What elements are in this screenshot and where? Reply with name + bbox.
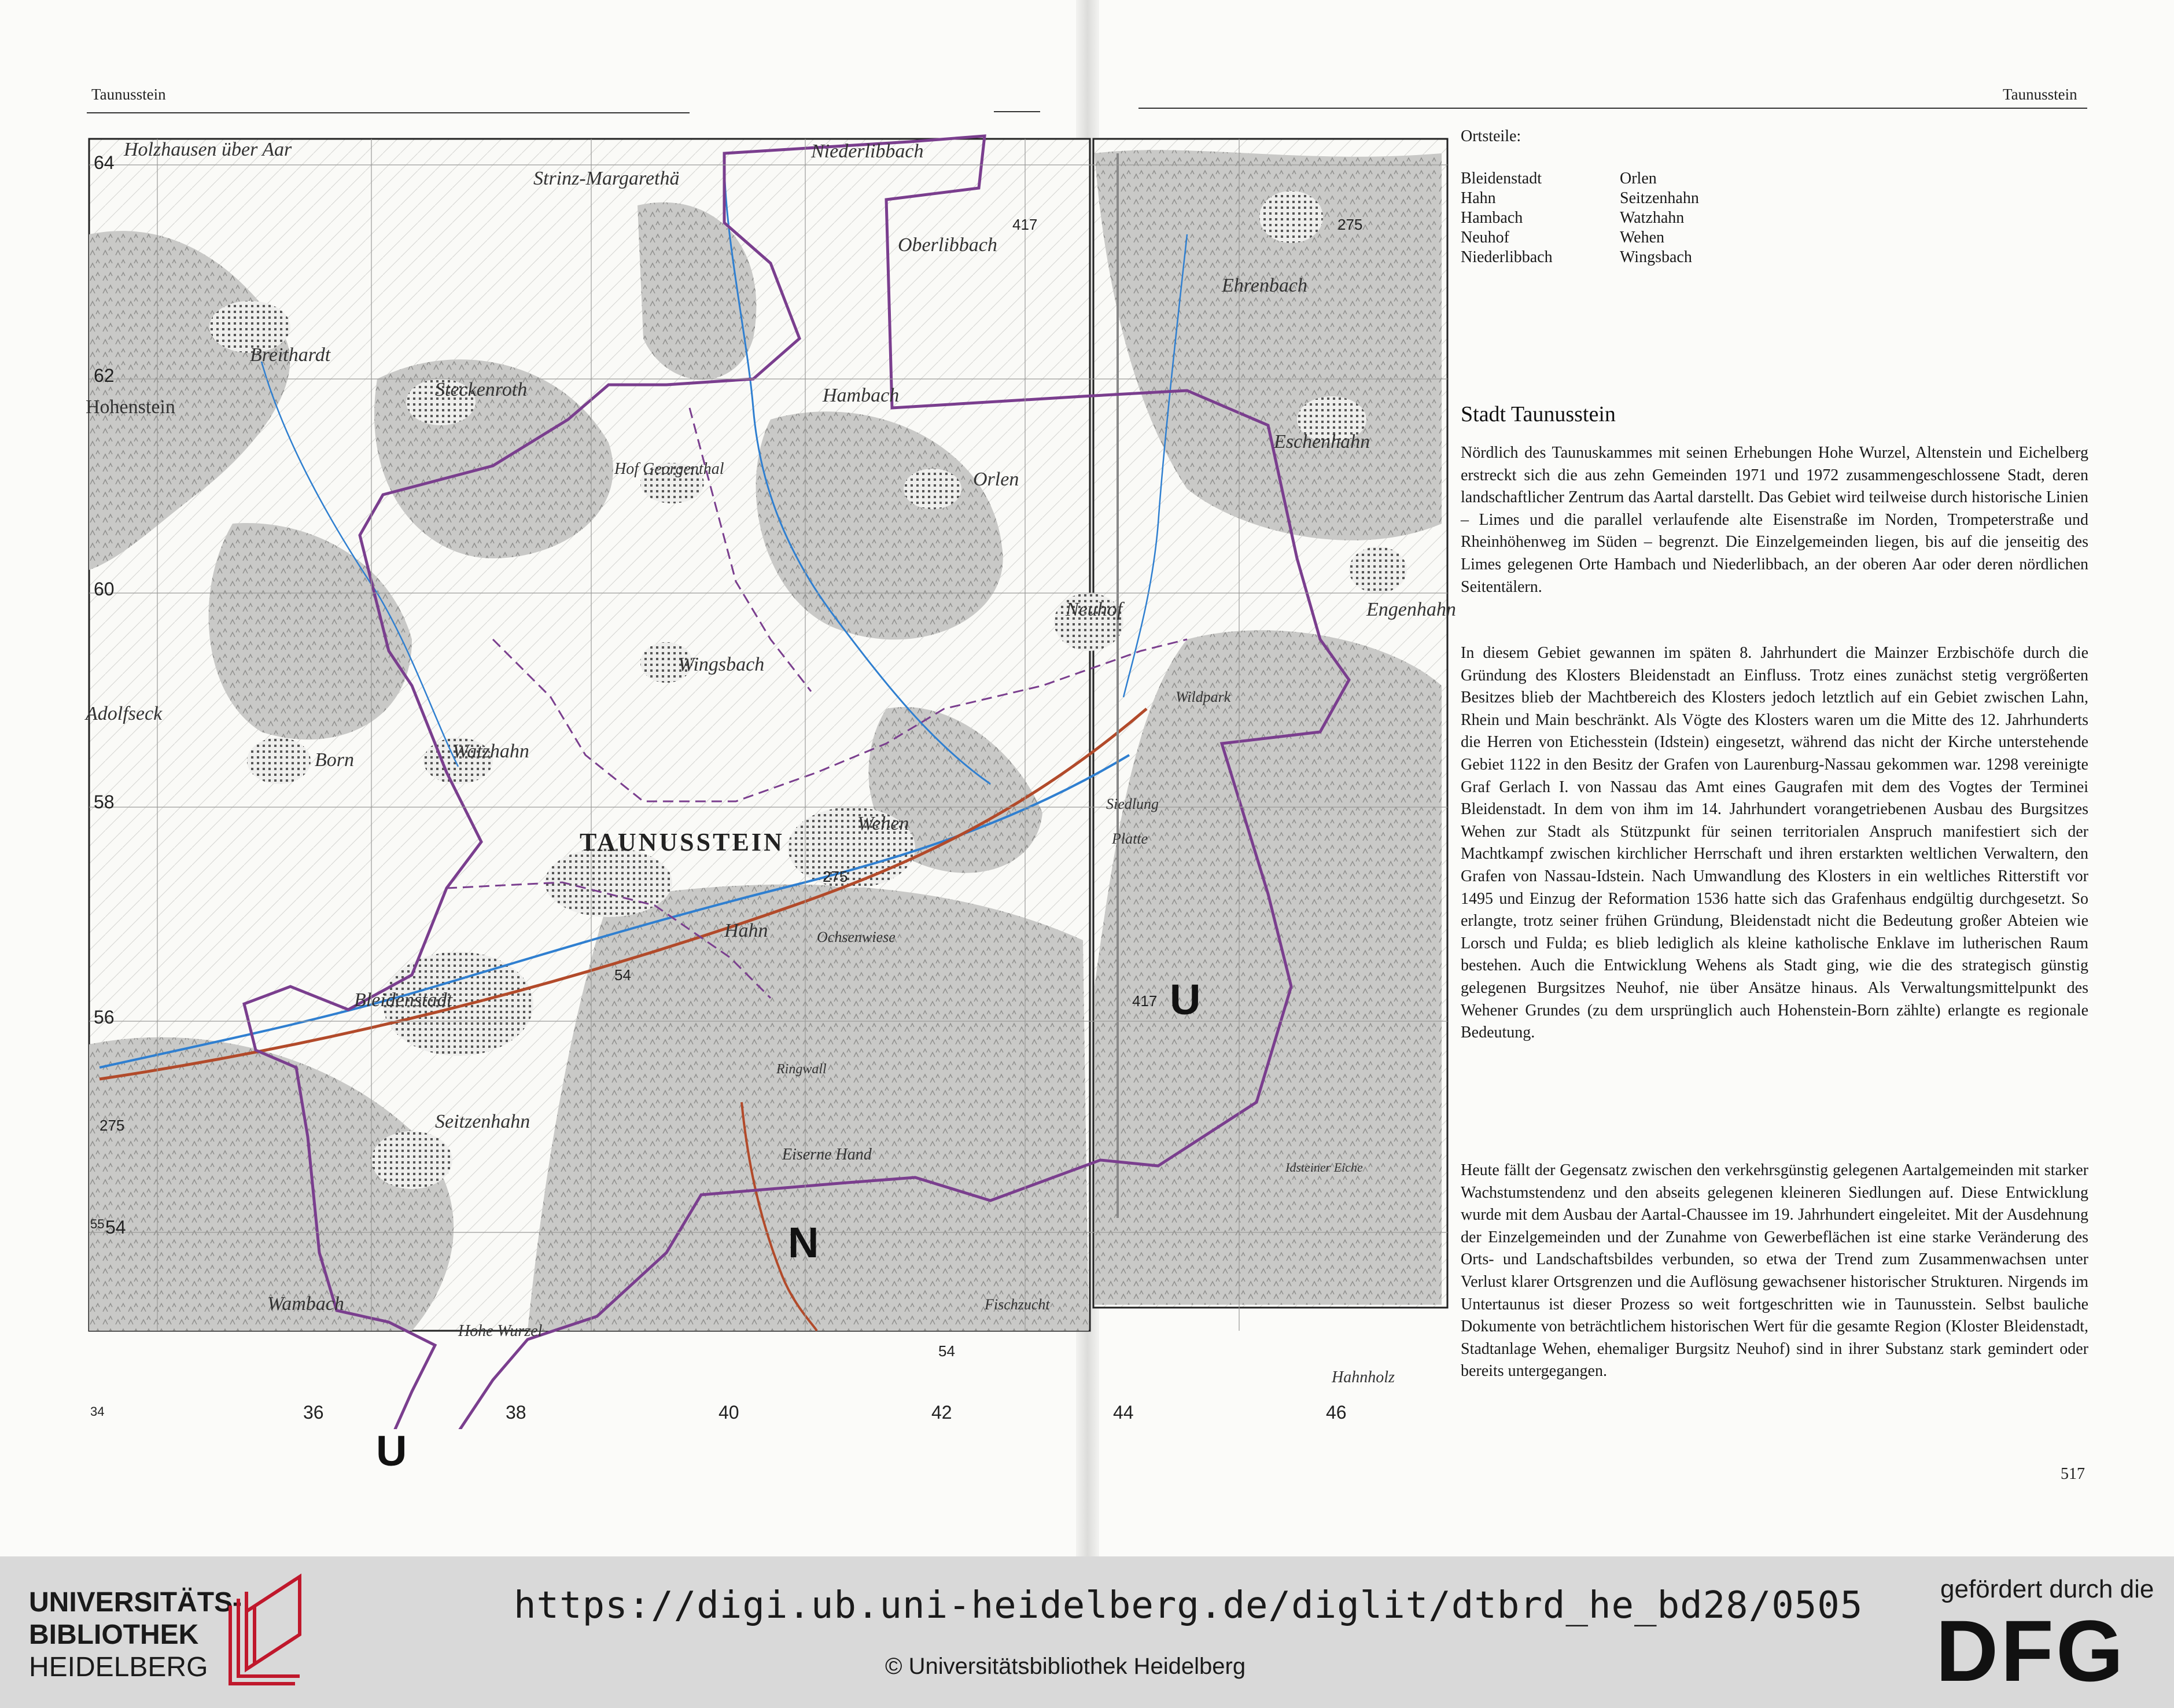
section-title: Stadt Taunusstein (1461, 402, 1616, 426)
place-label: Oberlibbach (898, 234, 997, 256)
place-label: Hohenstein (86, 396, 175, 418)
settlement (904, 469, 961, 509)
page-number: 517 (2061, 1465, 2085, 1483)
ortsteil-item: Niederlibbach (1461, 248, 1553, 266)
ortsteile-list (1461, 169, 2088, 267)
place-label: Breithardt (250, 344, 331, 366)
route-number: 275 (100, 1117, 125, 1134)
place-label: Orlen (973, 469, 1019, 490)
grid-number: 64 (94, 152, 115, 173)
place-label: Hahn (724, 920, 768, 941)
ortsteil-item: Watzhahn (1620, 209, 1685, 227)
place-label: Siedlung (1106, 796, 1159, 812)
grid-number: 36 (303, 1402, 324, 1423)
map-letter: U (1170, 976, 1201, 1024)
place-label: Wehen (857, 813, 909, 834)
ortsteil-item: Wingsbach (1620, 248, 1692, 266)
place-label: Bleidenstadt (354, 989, 452, 1011)
permalink-url[interactable]: https://digi.ub.uni-heidelberg.de/diglit/dtbrd_he_bd28/0505 (514, 1584, 1863, 1627)
ortsteile-block (1461, 127, 2088, 267)
body-paragraph: Nördlich des Taunuskammes mit seinen Erhebungen Hohe Wurzel, Altenstein und Eichelberg erstreckt sich die aus zehn Gemeinden 1971 und 1972 zusammengeschlossene Stadt, deren landschaftlicher Zentrum das Aartal darstellt. Das Gebiet wird teilweise durch historische Linien – Limes und die parallel verlaufende alte Eisenstraße im Norden, Trompeterstraße und Rheinhöhenweg im Süden – begrenzt. Die Einzelgemeinden liegen, bis auf die jenseitig des Limes gelegenen Orte Hambach und Niederlibbach, an der oberen Aar oder deren nördlichen Seitentälern. (1461, 444, 2088, 596)
place-label: Ehrenbach (1222, 275, 1307, 296)
place-label: Adolfseck (86, 703, 163, 724)
place-label: Ochsenwiese (817, 929, 896, 945)
route-number: 54 (614, 966, 631, 984)
library-name: UNIVERSITÄTS- BIBLIOTHEK HEIDELBERG (29, 1587, 242, 1683)
place-label: Hambach (823, 385, 900, 406)
ortsteil-item: Orlen (1620, 170, 1657, 187)
route-number: 417 (1012, 216, 1038, 233)
grid-number: 62 (94, 365, 115, 386)
grid-number: 60 (94, 579, 115, 599)
running-head-left: Taunusstein (91, 86, 166, 103)
place-label: Ringwall (776, 1062, 827, 1077)
place-label: Born (315, 749, 354, 771)
settlement (1259, 191, 1323, 243)
grid-number: 38 (506, 1402, 526, 1423)
grid-number: 54 (105, 1217, 126, 1238)
body-paragraph: Heute fällt der Gegensatz zwischen den verkehrsgünstig gelegenen Aartalgemeinden mit starker Wachstumstendenz und den abseits gelegenen kleineren Siedlungen auf. Diese Entwicklung wurde mit dem Ausbau der Aartal-Chaussee im 19. Jahrhundert eingeleitet. Mit der Ausdehnung der Einzelgemeinden und der Zunahme von Gewerbeflächen ist eine starke Veränderung des Orts- und Landschaftsbildes verbunden, so etwa der Trend zum Zusammenwachsen unter Verlust klarer Ortsgrenzen und die Auflösung gewachsener historischer Strukturen. Nirgends im Untertaunus ist dieser Prozess so weit fortgeschritten wie in Taunusstein. Selbst bauliche Dokumente von beträchtlichem historischen Wert für die gesamte Region (Kloster Bleidenstadt, Stadtanlage Wehen, ehemaliger Burgsitz Neuhof) sind in ihrer Substanz stark gemindert oder bereits untergegangen. (1461, 1161, 2088, 1381)
header-rule-mid (994, 111, 1040, 112)
grid-number: 58 (94, 792, 115, 812)
place-label: Eiserne Hand (782, 1146, 872, 1164)
grid-number: 42 (931, 1402, 952, 1423)
funder-text: gefördert durch die (1940, 1575, 2154, 1603)
grid-number: 34 (90, 1404, 105, 1419)
grid-number: 55 (90, 1217, 105, 1231)
ortsteil-item: Wehen (1620, 229, 1665, 246)
settlement (247, 738, 311, 784)
footer-bar (0, 1556, 2174, 1708)
settlement (1349, 547, 1407, 593)
running-head-right: Taunusstein (2003, 86, 2077, 103)
header-rule-right (1138, 108, 2087, 109)
ortsteil-item: Bleidenstadt (1461, 170, 1542, 187)
forest-area (1095, 630, 1442, 1305)
ortsteil-item: Hahn (1461, 189, 1496, 207)
ortsteil-item: Neuhof (1461, 229, 1509, 246)
place-label: Seitzenhahn (435, 1111, 530, 1132)
place-label: Holzhausen über Aar (124, 139, 292, 160)
route-number: 275 (1337, 216, 1363, 233)
library-logo-icon (226, 1571, 304, 1689)
route-number: 417 (1132, 992, 1158, 1010)
place-label: Watzhahn (452, 741, 529, 762)
place-label: Steckenroth (435, 379, 528, 400)
map-drawing (88, 119, 1450, 1429)
grid-number: 46 (1326, 1402, 1347, 1423)
place-label: Engenhahn (1366, 599, 1456, 620)
ortsteil-item: Hambach (1461, 209, 1523, 227)
dfg-logo: DFG (1936, 1602, 2126, 1699)
place-label: Hof Georgenthal (614, 460, 724, 478)
place-label: Wambach (267, 1293, 344, 1315)
place-label: Neuhof (1066, 599, 1123, 620)
map-letter: U (376, 1427, 407, 1475)
header-rule-left (87, 112, 690, 113)
place-label: Idsteiner Eiche (1285, 1160, 1363, 1175)
place-label: Niederlibbach (811, 141, 924, 162)
place-label: Hahnholz (1332, 1368, 1395, 1386)
route-number: 54 (938, 1342, 955, 1360)
place-label: Wingsbach (678, 654, 765, 675)
place-label: Hohe Wurzel (458, 1322, 543, 1340)
map-letter: N (788, 1219, 819, 1267)
body-paragraph: In diesem Gebiet gewannen im späten 8. Jahrhundert die Mainzer Erzbischöfe durch die Gründung des Klosters Bleidenstadt an Einfluss. Trotz eines zunächst stetig vergrößerten Besitzes blieb der Machtbereich des Klosters jedoch letztlich auf ein Gebiet zwischen Lahn, Rhein und Main beschränkt. Als Vögte des Klosters waren um die Mitte des 12. Jahrhunderts die Herren von Etichesstein (Idstein) eingesetzt, während das nicht der Kirche unterstehende Gebiet 1122 in den Besitz der Grafen von Laurenburg-Nassau gekommen war. 1298 vereinigte Graf Gerlach I. von Nassau das Amt eines Gaugrafen mit dem des Vogtes der Terminei Bleidenstadt. In dem von ihm im 14. Jahrhundert vorangetriebenen Ausbau des Burgsitzes Wehen zur Stadt als Stützpunkt für seinen territorialen Anspruch manifestiert sich der Machtkampf zwischen kirchlicher Herrschaft und ihren erstarkten weltlichen Verwaltern, den Grafen von Nassau-Idstein. Nach Umwandlung des Klosters in ein weltliches Ritterstift vor 1495 und Einzug der Reformation 1536 hatte sich das Grafenhaus endgültig durchgesetzt. So erlangte, trotz seiner frühen Gründung, Bleidenstadt nicht die Bedeutung großer Abteien wie Lorsch und Fulda; es blieb lediglich als kleine katholische Enklave im lutherischen Raum bestehen. Auch die Entwicklung Wehens als Stadt ging, wie die des strategisch günstig gelegenen Burgsitzes Neuhof, nie über Ansätze hinaus. Als Verwaltungsmittelpunkt des Wehener Grundes (zu dem ursprünglich auch Hohenstein-Born zählte) erlangte es regionale Bedeutung. (1461, 644, 2088, 1042)
place-label-town: TAUNUSSTEIN (580, 828, 784, 856)
place-label: Fischzucht (985, 1296, 1050, 1313)
settlement (371, 1131, 452, 1189)
place-label: Eschenhahn (1274, 431, 1370, 452)
place-label: Wildpark (1176, 689, 1231, 705)
place-label: Platte (1112, 830, 1148, 847)
copyright-text: © Universitätsbibliothek Heidelberg (885, 1654, 1246, 1679)
grid-number: 40 (718, 1402, 739, 1423)
route-number: 275 (823, 868, 848, 885)
place-label: Strinz-Margarethä (533, 168, 680, 189)
ortsteil-item: Seitzenhahn (1620, 189, 1699, 207)
grid-number: 56 (94, 1007, 115, 1028)
ortsteile-title: Ortsteile: (1461, 127, 1521, 145)
grid-number: 44 (1113, 1402, 1134, 1423)
topographic-map (86, 119, 1456, 1475)
